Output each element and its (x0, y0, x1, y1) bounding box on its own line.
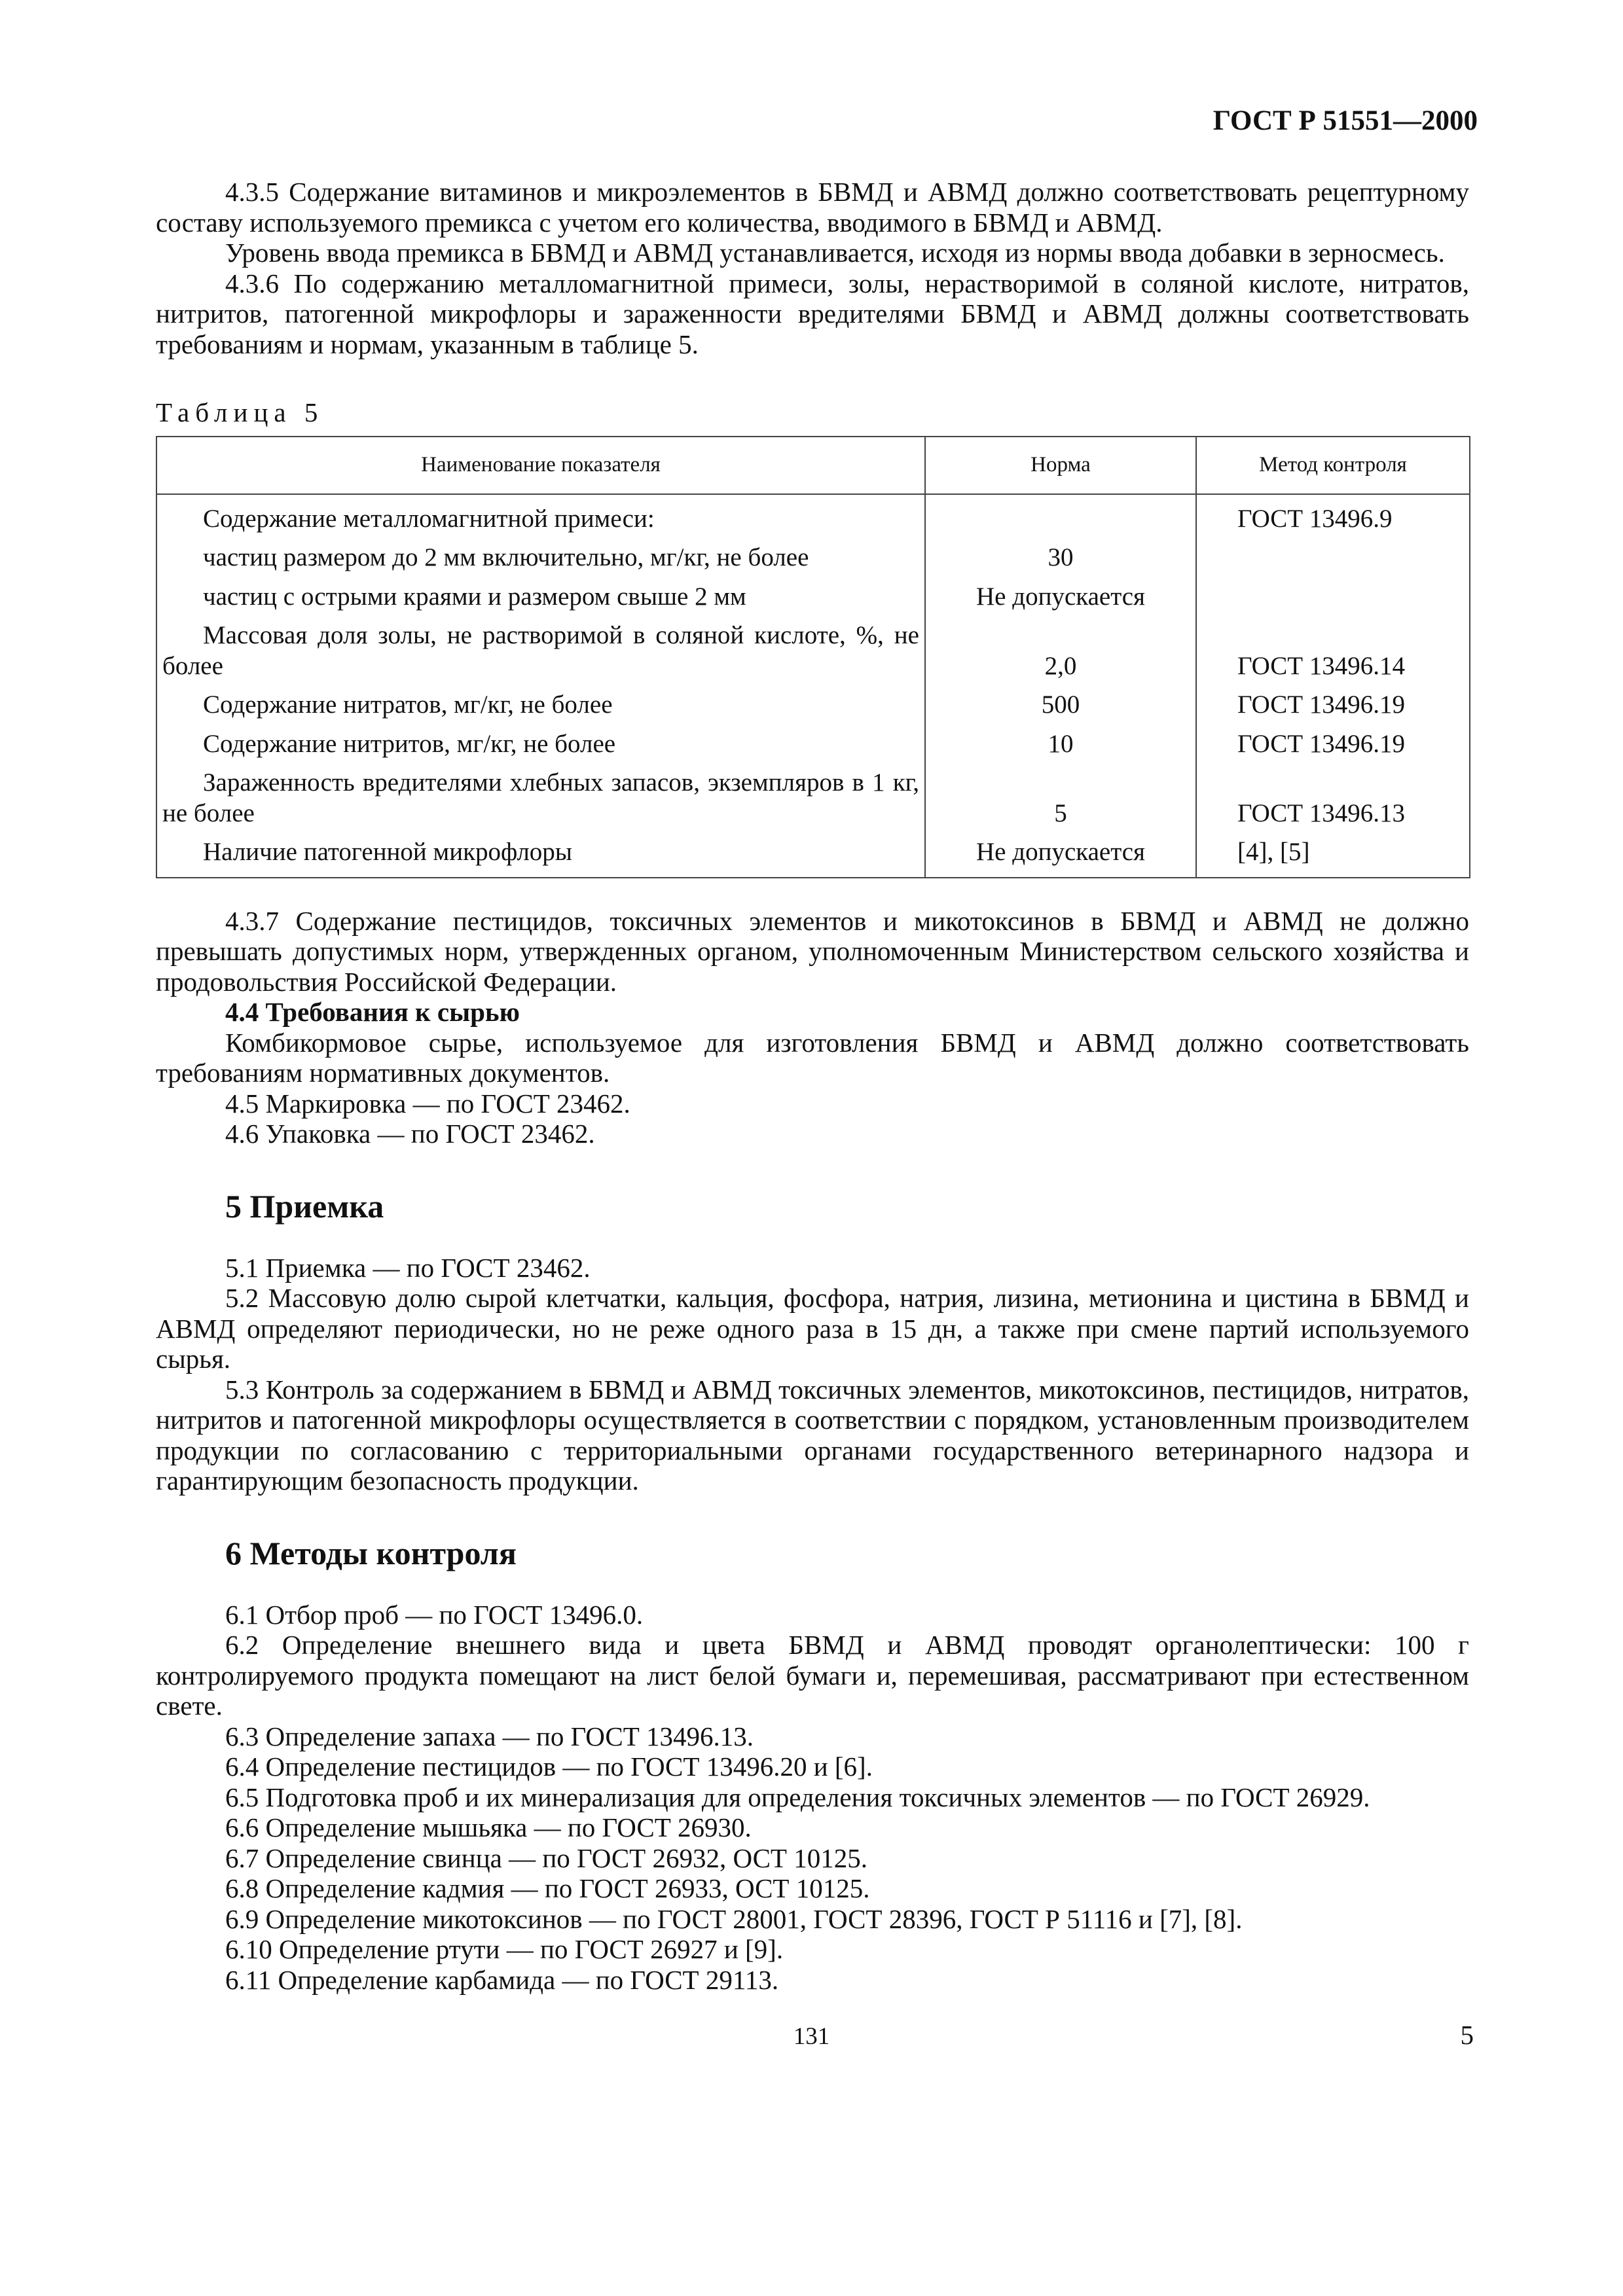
table-row (156, 539, 1470, 578)
paragraph-5-2: 5.2 Массовую долю сырой клетчатки, кальция, фосфора, натрия, лизина, метионина и цистина в БВМД и АВМД определяют периодически, но не реже одного раза в 15 дн, а также при смене партий используемого сырья. (156, 1283, 1469, 1374)
row-method (1196, 539, 1470, 578)
header-norm: Норма (925, 437, 1196, 494)
paragraph-5-3: 5.3 Контроль за содержанием в БВМД и АВМД токсичных элементов, микотоксинов, пестицидов, нитратов, нитритов и патогенной микрофлоры осуществляется в соответствии с порядком, установленным производителем продукции по согласованию с территориальными органами государственного ветеринарного надзора и гарантирующим безопасность продукции. (156, 1374, 1469, 1496)
table-row (156, 617, 1470, 686)
table-row (156, 725, 1470, 764)
paragraph-4-6: 4.6 Упаковка — по ГОСТ 23462. (225, 1119, 595, 1149)
paragraph-6-4: 6.4 Определение пестицидов — по ГОСТ 13496.20 и [6]. (225, 1751, 873, 1782)
paragraph-6-1: 6.1 Отбор проб — по ГОСТ 13496.0. (225, 1599, 644, 1630)
row-indicator: Зараженность вредителями хлебных запасов, экземпляров в 1 кг, не более (156, 764, 925, 833)
page-number: 5 (1460, 2020, 1474, 2050)
row-indicator: Массовая доля золы, не растворимой в соляной кислоте, %, не более (156, 617, 925, 686)
paragraph-5-1: 5.1 Приемка — по ГОСТ 23462. (225, 1252, 591, 1283)
paragraph-6-9: 6.9 Определение микотоксинов — по ГОСТ 28001, ГОСТ 28396, ГОСТ Р 51116 и [7], [8]. (225, 1903, 1243, 1934)
row-norm: 30 (925, 539, 1196, 578)
row-norm (925, 494, 1196, 539)
paragraph-4-4: Комбикормовое сырье, используемое для изготовления БВМД и АВМД должно соответствовать требованиям нормативных документов. (156, 1027, 1469, 1088)
row-norm: 2,0 (925, 617, 1196, 686)
row-method: ГОСТ 13496.19 (1196, 725, 1470, 764)
row-norm: Не допускается (925, 578, 1196, 617)
table-row (156, 764, 1470, 833)
paragraph-6-6: 6.6 Определение мышьяка — по ГОСТ 26930. (225, 1812, 752, 1842)
row-indicator: Содержание нитратов, мг/кг, не более (156, 686, 925, 725)
row-method: ГОСТ 13496.13 (1196, 764, 1470, 833)
paragraph-4-3-6: 4.3.6 По содержанию металломагнитной примеси, золы, нерастворимой в соляной кислоте, нитратов, нитритов, патогенной микрофлоры и зараженности вредителями БВМД и АВМД должны соответствовать требованиям и нормам, указанным в таблице 5. (156, 268, 1469, 359)
row-method: ГОСТ 13496.9 (1196, 494, 1470, 539)
paragraph-6-8: 6.8 Определение кадмия — по ГОСТ 26933, ОСТ 10125. (225, 1873, 870, 1903)
header-method: Метод контроля (1196, 437, 1470, 494)
paragraph-6-10: 6.10 Определение ртути — по ГОСТ 26927 и [9]. (225, 1934, 784, 1964)
row-indicator: частиц с острыми краями и размером свыше 2 мм (156, 578, 925, 617)
table-row (156, 578, 1470, 617)
collection-page-number: 131 (793, 2023, 830, 2050)
row-norm: 5 (925, 764, 1196, 833)
table-caption: Таблица 5 (156, 397, 324, 427)
paragraph-4-3-5: 4.3.5 Содержание витаминов и микроэлементов в БВМД и АВМД должно соответствовать рецептурному составу используемого премикса с учетом его количества, вводимого в БВМД и АВМД. (156, 177, 1469, 238)
paragraph-6-11: 6.11 Определение карбамида — по ГОСТ 29113. (225, 1964, 779, 1995)
header-indicator: Наименование показателя (156, 437, 925, 494)
paragraph-4-3-7: 4.3.7 Содержание пестицидов, токсичных элементов и микотоксинов в БВМД и АВМД не должно превышать допустимых норм, утвержденных органом, уполномоченным Министерством сельского хозяйства и продовольствия Российской Федерации. (156, 905, 1469, 997)
row-indicator: Наличие патогенной микрофлоры (156, 833, 925, 878)
standard-header: ГОСТ Р 51551—2000 (1213, 105, 1478, 136)
row-norm: 500 (925, 686, 1196, 725)
table-header-row (156, 437, 1470, 494)
row-method: [4], [5] (1196, 833, 1470, 878)
row-indicator: частиц размером до 2 мм включительно, мг/кг, не более (156, 539, 925, 578)
paragraph-6-5: 6.5 Подготовка проб и их минерализация для определения токсичных элементов — по ГОСТ 26929. (225, 1782, 1370, 1812)
row-indicator: Содержание нитритов, мг/кг, не более (156, 725, 925, 764)
paragraph-4-5: 4.5 Маркировка — по ГОСТ 23462. (225, 1088, 630, 1119)
paragraph-6-3: 6.3 Определение запаха — по ГОСТ 13496.13. (225, 1721, 754, 1751)
table-5 (156, 436, 1470, 878)
row-method: ГОСТ 13496.14 (1196, 617, 1470, 686)
paragraph-6-2: 6.2 Определение внешнего вида и цвета БВМД и АВМД проводят органолептически: 100 г контролируемого продукта помещают на лист белой бумаги и, перемешивая, рассматривают при естественном свете. (156, 1630, 1469, 1721)
table-row (156, 494, 1470, 539)
section-heading-5: 5 Приемка (225, 1187, 384, 1225)
row-method (1196, 578, 1470, 617)
row-method: ГОСТ 13496.19 (1196, 686, 1470, 725)
document-body (156, 177, 1469, 1995)
table-row (156, 833, 1470, 878)
table-row (156, 686, 1470, 725)
paragraph-6-7: 6.7 Определение свинца — по ГОСТ 26932, ОСТ 10125. (225, 1842, 867, 1873)
row-norm: 10 (925, 725, 1196, 764)
paragraph-premix-level: Уровень ввода премикса в БВМД и АВМД устанавливается, исходя из нормы ввода добавки в зерносмесь. (225, 238, 1445, 268)
section-heading-6: 6 Методы контроля (225, 1534, 517, 1571)
row-norm: Не допускается (925, 833, 1196, 878)
subheading-4-4: 4.4 Требования к сырью (225, 997, 520, 1027)
row-indicator: Содержание металломагнитной примеси: (156, 494, 925, 539)
